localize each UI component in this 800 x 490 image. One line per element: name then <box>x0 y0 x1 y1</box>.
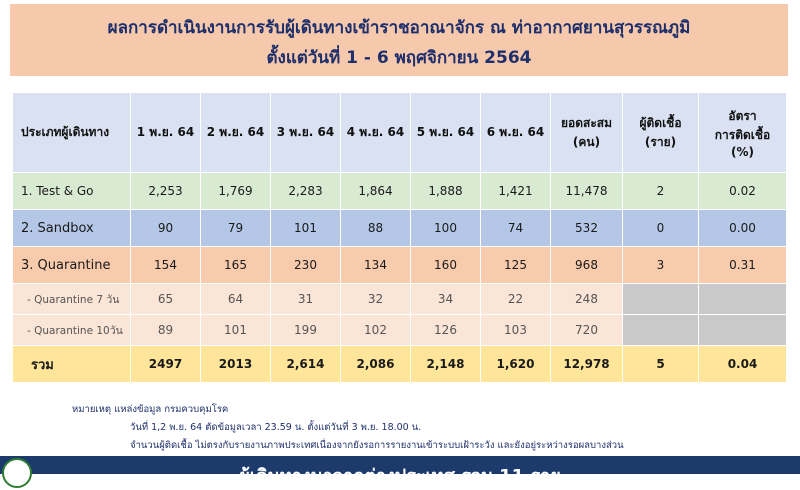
header-traveler-type: ประเภทผู้เดินทาง <box>13 93 131 173</box>
header-infected-line1: ผู้ติดเชื้อ <box>639 115 682 130</box>
cell-day-1: 2,253 <box>131 173 201 210</box>
cell-cumulative: 720 <box>551 315 623 346</box>
header-infected <box>623 93 699 173</box>
header-cumulative-line2: (คน) <box>572 134 601 149</box>
footnote-cutoff-time: วันที่ 1,2 พ.ย. 64 ตัดข้อมูลเวลา 23.59 น. ตั้งแต่วันที่ 3 พ.ย. 18.00 น. <box>130 422 422 433</box>
page-title: ผลการดำเนินงานการรับผู้เดินทางเข้าราชอาณาจักร ณ ท่าอากาศยานสุวรรณภูมิ <box>107 18 691 38</box>
cell-day-1: 154 <box>131 247 201 284</box>
row-label: - Quarantine 10วัน <box>13 315 131 346</box>
cell-day-2: 79 <box>201 210 271 247</box>
cell-infected-empty <box>623 315 699 346</box>
cell-day-1: 65 <box>131 284 201 315</box>
cell-day-6: 22 <box>481 284 551 315</box>
cell-cumulative: 968 <box>551 247 623 284</box>
row-label: 1. Test & Go <box>13 173 131 210</box>
page-subtitle: ตั้งแต่วันที่ 1 - 6 พฤศจิกายน 2564 <box>266 48 532 68</box>
cell-day-6: 103 <box>481 315 551 346</box>
cell-cumulative: 12,978 <box>551 346 623 383</box>
row-label: 3. Quarantine <box>13 247 131 284</box>
table-row-sandbox <box>13 210 787 247</box>
header-day-4: 4 พ.ย. 64 <box>341 93 411 173</box>
cell-day-3: 230 <box>271 247 341 284</box>
header-infection-rate <box>699 93 787 173</box>
cell-day-5: 100 <box>411 210 481 247</box>
header-rate-line2: การติดเชื้อ <box>714 127 771 142</box>
row-label: 2. Sandbox <box>13 210 131 247</box>
header-rate-line3: (%) <box>731 144 754 159</box>
cell-day-5: 2,148 <box>411 346 481 383</box>
cell-day-4: 88 <box>341 210 411 247</box>
cell-infected: 2 <box>623 173 699 210</box>
header-day-3: 3 พ.ย. 64 <box>271 93 341 173</box>
cell-infected: 0 <box>623 210 699 247</box>
table-row-test-and-go <box>13 173 787 210</box>
traveler-stats-table <box>12 92 787 383</box>
cell-rate: 0.02 <box>699 173 787 210</box>
table-header-row <box>13 93 787 173</box>
cell-rate: 0.04 <box>699 346 787 383</box>
cell-day-1: 2497 <box>131 346 201 383</box>
cell-day-2: 101 <box>201 315 271 346</box>
table-row-quarantine-10-days <box>13 315 787 346</box>
cell-day-2: 1,769 <box>201 173 271 210</box>
cell-day-5: 126 <box>411 315 481 346</box>
cell-day-4: 2,086 <box>341 346 411 383</box>
cell-rate: 0.31 <box>699 247 787 284</box>
cell-day-2: 165 <box>201 247 271 284</box>
cell-rate-empty <box>699 315 787 346</box>
table-row-quarantine <box>13 247 787 284</box>
cell-cumulative: 11,478 <box>551 173 623 210</box>
cell-rate-empty <box>699 284 787 315</box>
cell-infected: 5 <box>623 346 699 383</box>
cell-rate: 0.00 <box>699 210 787 247</box>
header-cumulative-line1: ยอดสะสม <box>560 115 613 130</box>
cell-day-4: 102 <box>341 315 411 346</box>
header-day-6: 6 พ.ย. 64 <box>481 93 551 173</box>
header-infected-line2: (ราย) <box>644 134 677 149</box>
cell-day-5: 1,888 <box>411 173 481 210</box>
cell-day-3: 2,614 <box>271 346 341 383</box>
footnote-discrepancy: จำนวนผู้ติดเชื้อ ไม่ตรงกับรายงานภาพประเทศเนื่องจากยังรอการรายงานเข้าระบบเฝ้าระวัง และยังอยู่ระหว่างรอผลบางส่วน <box>130 440 624 451</box>
header-day-1: 1 พ.ย. 64 <box>131 93 201 173</box>
header-rate-line1: อัตรา <box>728 108 757 123</box>
cell-day-3: 31 <box>271 284 341 315</box>
cell-day-6: 74 <box>481 210 551 247</box>
title-banner <box>10 4 788 76</box>
footnote-source: หมายเหตุ แหล่งข้อมูล กรมควบคุมโรค <box>72 404 229 415</box>
header-day-2: 2 พ.ย. 64 <box>201 93 271 173</box>
row-label: รวม <box>13 346 131 383</box>
table-row-quarantine-7-days <box>13 284 787 315</box>
cell-infected-empty <box>623 284 699 315</box>
cell-day-2: 2013 <box>201 346 271 383</box>
cell-day-1: 89 <box>131 315 201 346</box>
cell-day-2: 64 <box>201 284 271 315</box>
table-row-total <box>13 346 787 383</box>
cell-day-3: 199 <box>271 315 341 346</box>
cell-day-4: 32 <box>341 284 411 315</box>
cell-day-4: 134 <box>341 247 411 284</box>
cell-cumulative: 248 <box>551 284 623 315</box>
row-label: - Quarantine 7 วัน <box>13 284 131 315</box>
cell-infected: 3 <box>623 247 699 284</box>
cell-day-3: 101 <box>271 210 341 247</box>
cell-day-4: 1,864 <box>341 173 411 210</box>
cell-day-6: 1,421 <box>481 173 551 210</box>
header-day-5: 5 พ.ย. 64 <box>411 93 481 173</box>
cell-cumulative: 532 <box>551 210 623 247</box>
cell-day-5: 160 <box>411 247 481 284</box>
cell-day-6: 1,620 <box>481 346 551 383</box>
bottom-banner-text: ผู้เดินทางมาจากต่างประเทศ รวม 11 ราย <box>239 466 561 487</box>
header-cumulative <box>551 93 623 173</box>
cell-day-3: 2,283 <box>271 173 341 210</box>
cell-day-1: 90 <box>131 210 201 247</box>
cell-day-6: 125 <box>481 247 551 284</box>
bottom-banner <box>0 456 800 487</box>
cell-day-5: 34 <box>411 284 481 315</box>
